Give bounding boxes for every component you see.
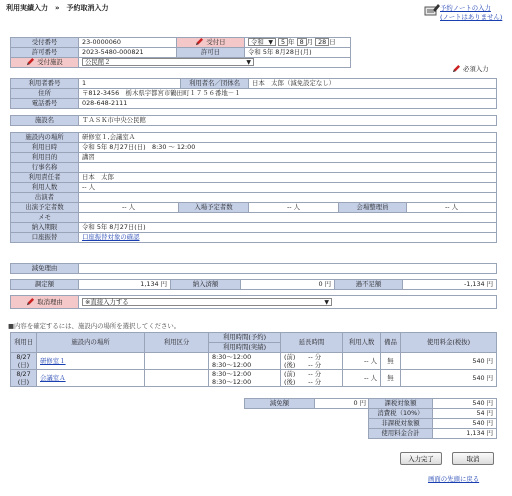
col-place-header: 施設内の場所 bbox=[37, 333, 145, 353]
memo-value bbox=[79, 213, 497, 223]
note-input-link[interactable]: 予約ノートの入力 bbox=[440, 4, 491, 12]
manager-value: 日本 太郎 bbox=[79, 173, 497, 183]
row-fee: 540 円 bbox=[401, 353, 497, 370]
chevron-down-icon: ▼ bbox=[268, 39, 273, 46]
account-cell bbox=[79, 233, 497, 243]
adjusted-label: 調定額 bbox=[11, 280, 79, 290]
event-label: 行事名称 bbox=[11, 163, 79, 173]
pen-icon bbox=[26, 298, 35, 306]
receipt-table bbox=[10, 37, 351, 68]
count-value: -- 人 bbox=[79, 183, 497, 193]
row-ext: (前) -- 分 (後) -- 分 bbox=[281, 353, 343, 370]
nontaxable-value: 540 円 bbox=[433, 419, 497, 429]
row-place bbox=[37, 353, 145, 370]
col-time-actual-header: 利用時間(実績) bbox=[209, 343, 281, 353]
purpose-value: 講習 bbox=[79, 153, 497, 163]
row-category bbox=[145, 353, 209, 370]
phone-value: 028-648-2111 bbox=[79, 99, 497, 109]
facility-select-cell bbox=[79, 58, 351, 68]
summary-table bbox=[368, 398, 497, 439]
reduction-table bbox=[10, 263, 497, 274]
facility-select-label: 受付施設 bbox=[11, 58, 79, 68]
row-count: -- 人 bbox=[343, 353, 381, 370]
attendee-label: 出演者 bbox=[11, 193, 79, 203]
cancel-reason-label: 取消理由 bbox=[11, 296, 79, 309]
address-value: 〒812-3456 栃木県宇都宮市鶴田町１７５６番地－１ bbox=[79, 89, 497, 99]
account-check-link[interactable]: 口座振替対象の確認 bbox=[82, 233, 140, 241]
col-equip-header: 備品 bbox=[381, 333, 401, 353]
paid-value: 0 円 bbox=[241, 280, 335, 290]
row-count: -- 人 bbox=[343, 370, 381, 387]
col-fee-header: 使用料金(税抜) bbox=[401, 333, 497, 353]
event-value bbox=[79, 163, 497, 173]
chevron-down-icon: ▼ bbox=[324, 298, 329, 306]
place-link[interactable]: 研修室１ bbox=[40, 356, 66, 365]
row-category bbox=[145, 370, 209, 387]
permit-date-value: 令和 5年 8月28日(月) bbox=[245, 48, 351, 58]
pen-icon bbox=[452, 65, 461, 73]
col-date-header: 利用日 bbox=[11, 333, 37, 353]
col-ext-header: 延長時間 bbox=[281, 333, 343, 353]
breadcrumb: 利用実績入力 » 予約取消入力 bbox=[6, 4, 109, 12]
facility-value: ＴＡＳＫ市中央公民館 bbox=[79, 116, 497, 126]
cancel-reason-select[interactable]: ※直接入力する ▼ bbox=[82, 298, 332, 306]
staff-count-label: 会場整理員 bbox=[339, 203, 407, 213]
details-table bbox=[10, 132, 497, 243]
total-value: 1,134 円 bbox=[433, 429, 497, 439]
era-select[interactable]: 令和 ▼ bbox=[248, 38, 276, 46]
user-name-label: 利用者名／団体名 bbox=[181, 79, 249, 89]
user-table bbox=[10, 78, 497, 109]
row-ext: (前) -- 分 (後) -- 分 bbox=[281, 370, 343, 387]
taxable-label: 課税対象額 bbox=[369, 399, 433, 409]
account-label: 口座振替 bbox=[11, 233, 79, 243]
required-legend: 必須入力 bbox=[452, 64, 489, 73]
receipt-date-label: 受付日 bbox=[177, 38, 245, 48]
month-input[interactable]: 8 bbox=[297, 38, 307, 46]
paid-label: 納入済額 bbox=[171, 280, 241, 290]
permit-no-label: 許可番号 bbox=[11, 48, 79, 58]
count-label: 利用人数 bbox=[11, 183, 79, 193]
perf-count-label: 出演予定者数 bbox=[11, 203, 79, 213]
cancel-reason-cell bbox=[79, 296, 497, 309]
entry-count-label: 入場予定者数 bbox=[179, 203, 249, 213]
col-count-header: 利用人数 bbox=[343, 333, 381, 353]
notebook-pen-icon[interactable] bbox=[424, 4, 440, 16]
reduction-amount-value: 0 円 bbox=[315, 399, 370, 409]
pay-deadline-label: 納入期限 bbox=[11, 223, 79, 233]
cancel-table bbox=[10, 295, 497, 309]
col-category-header: 利用区分 bbox=[145, 333, 209, 353]
permit-no-value: 2023-5480-000821 bbox=[79, 48, 177, 58]
room-value: 研修室１,会議室Ａ bbox=[79, 133, 497, 143]
facility-table bbox=[10, 115, 497, 126]
cancel-button[interactable]: 取消 bbox=[452, 452, 494, 465]
table-row bbox=[11, 353, 497, 370]
over-value: -1,134 円 bbox=[403, 280, 497, 290]
reduction-amount-label: 減免額 bbox=[245, 399, 315, 409]
usage-table bbox=[10, 332, 497, 387]
reduction-amount-table bbox=[244, 398, 370, 409]
reduction-label: 減免理由 bbox=[11, 264, 79, 274]
facility-label: 施設名 bbox=[11, 116, 79, 126]
row-time: 8:30～12:00 8:30～12:00 bbox=[209, 353, 281, 370]
pen-icon bbox=[26, 58, 35, 66]
input-complete-button[interactable]: 入力完了 bbox=[400, 452, 442, 465]
receipt-date-inputs: 令和 ▼ 5 年 8 月 28 日 bbox=[245, 38, 351, 48]
taxable-value: 540 円 bbox=[433, 399, 497, 409]
total-label: 使用料金合計 bbox=[369, 429, 433, 439]
pen-icon bbox=[195, 38, 204, 46]
perf-count-value: -- 人 bbox=[79, 203, 179, 213]
attendee-value bbox=[79, 193, 497, 203]
receipt-no-label: 受付番号 bbox=[11, 38, 79, 48]
over-label: 過不足額 bbox=[335, 280, 403, 290]
row-time: 8:30～12:00 8:30～12:00 bbox=[209, 370, 281, 387]
info-message: ■内容を確定するには、施設内の場所を選択してください。 bbox=[8, 322, 181, 330]
purpose-label: 利用目的 bbox=[11, 153, 79, 163]
row-fee: 540 円 bbox=[401, 370, 497, 387]
row-date: 8/27 (日) bbox=[11, 353, 37, 370]
user-no-value: 1 bbox=[79, 79, 181, 89]
user-no-label: 利用者番号 bbox=[11, 79, 79, 89]
user-name-value: 日本 太郎（減免設定なし） bbox=[249, 79, 497, 89]
chevron-down-icon: ▼ bbox=[246, 59, 251, 66]
adjusted-value: 1,134 円 bbox=[79, 280, 171, 290]
datetime-value: 令和 5年 8月27日(日) 8:30 ～ 12:00 bbox=[79, 143, 497, 153]
phone-label: 電話番号 bbox=[11, 99, 79, 109]
tax-label: 消費税（10%） bbox=[369, 409, 433, 419]
row-date: 8/27 (日) bbox=[11, 370, 37, 387]
year-input[interactable]: 5 bbox=[278, 38, 288, 46]
staff-count-value: -- 人 bbox=[407, 203, 497, 213]
datetime-label: 利用日時 bbox=[11, 143, 79, 153]
fees-table bbox=[10, 279, 497, 290]
col-time-header: 利用時間(予約) bbox=[209, 333, 281, 343]
table-row bbox=[11, 370, 497, 387]
row-place bbox=[37, 370, 145, 387]
note-status-link[interactable]: (ノートはありません) bbox=[440, 13, 503, 21]
place-link[interactable]: 会議室Ａ bbox=[40, 373, 66, 382]
receipt-no-value: 23-0000060 bbox=[79, 38, 177, 48]
address-label: 住所 bbox=[11, 89, 79, 99]
tax-value: 54 円 bbox=[433, 409, 497, 419]
memo-label: メモ bbox=[11, 213, 79, 223]
room-label: 施設内の場所 bbox=[11, 133, 79, 143]
facility-select[interactable]: 公民館２ ▼ bbox=[82, 58, 254, 66]
row-equip: 無 bbox=[381, 353, 401, 370]
back-to-top-link[interactable]: 画面の先頭に戻る bbox=[428, 475, 480, 483]
reduction-value bbox=[79, 264, 497, 274]
nontaxable-label: 非課税対象額 bbox=[369, 419, 433, 429]
day-input[interactable]: 28 bbox=[315, 38, 329, 46]
permit-date-label: 許可日 bbox=[177, 48, 245, 58]
entry-count-value: -- 人 bbox=[249, 203, 339, 213]
row-equip: 無 bbox=[381, 370, 401, 387]
manager-label: 利用責任者 bbox=[11, 173, 79, 183]
pay-deadline-value: 令和 5年 8月27日(日) bbox=[79, 223, 497, 233]
